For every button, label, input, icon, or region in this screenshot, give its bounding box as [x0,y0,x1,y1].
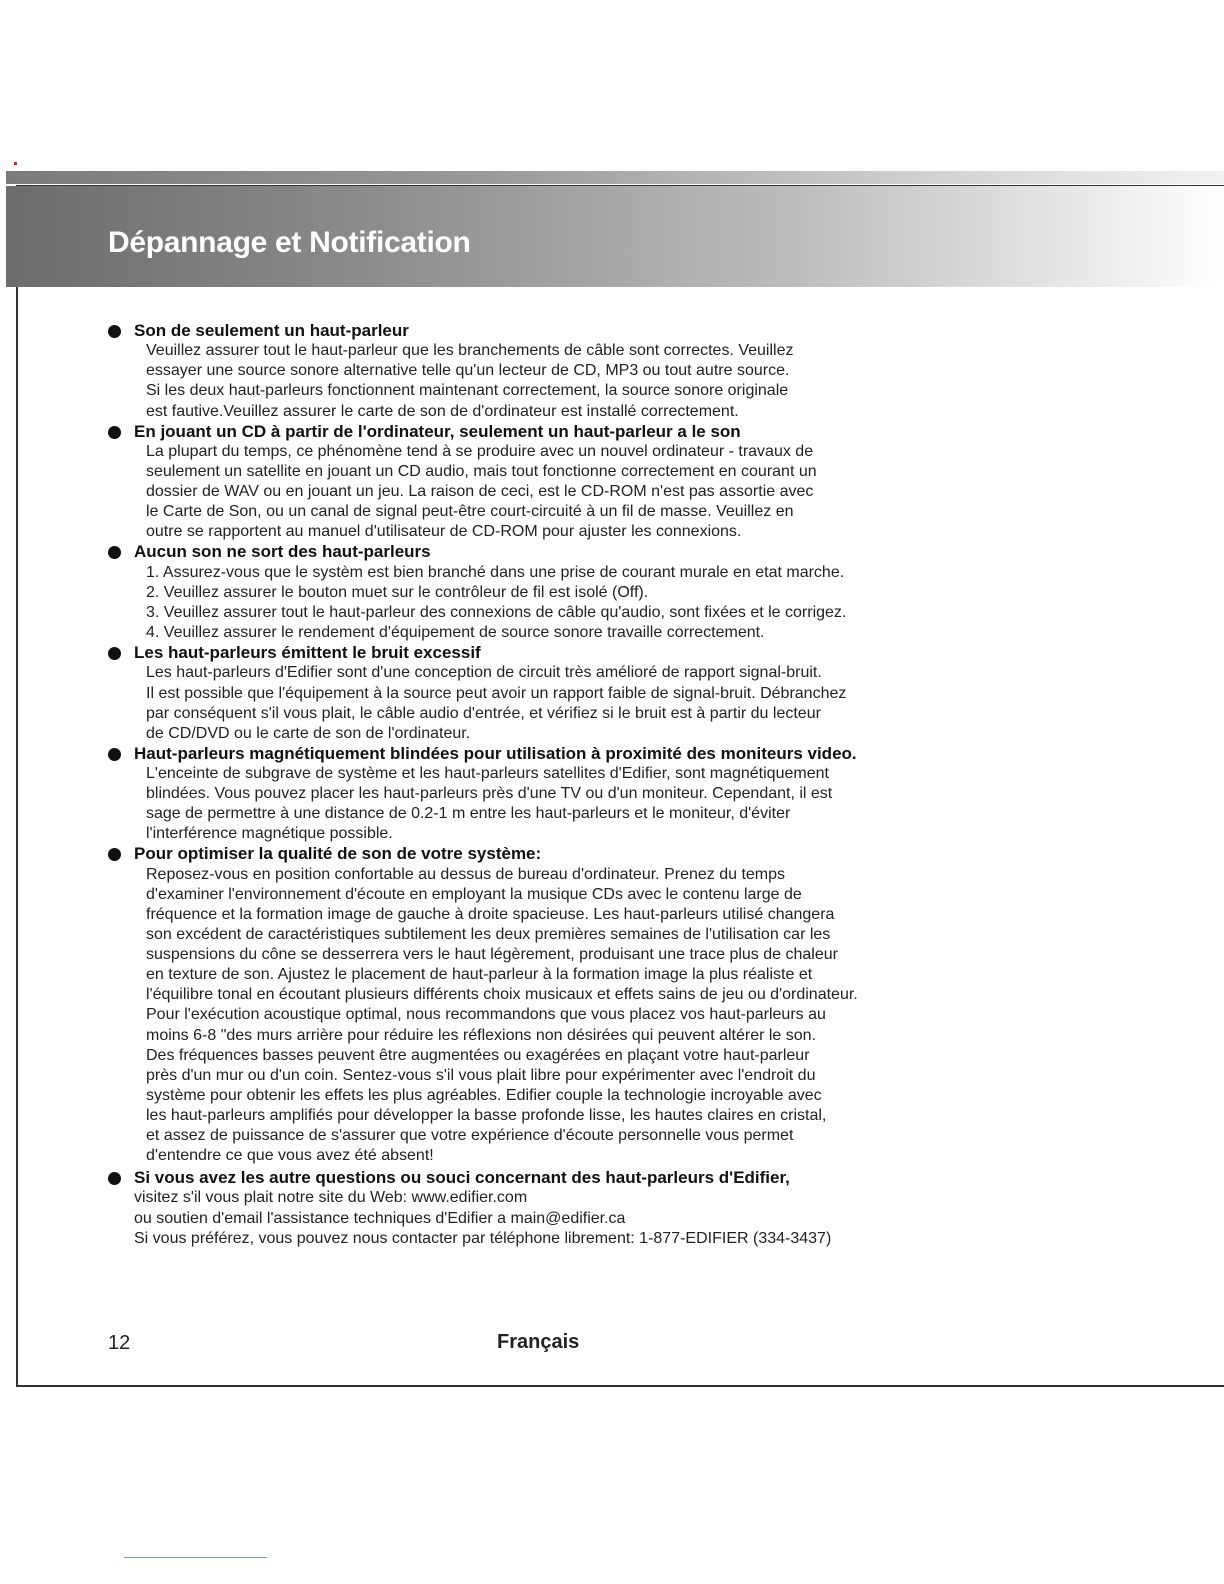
bullet-icon [108,647,121,660]
section-optimize-quality [108,844,1048,1166]
page-number: 12 [108,1332,131,1354]
section-heading: Si vous avez les autre questions ou souci concernant des haut-parleurs d'Edifier, [134,1168,790,1188]
section-text: visitez s'il vous plait notre site du Web: www.edifier.com ou soutien d'email l'assistance techniques d'Edifier a main@edifier.ca Si vous préférez, vous pouvez nous contacter par téléphone librement: 1-877-EDIFIER (334-3437) [134,1189,832,1247]
top-gradient-strip [6,171,1224,184]
section-heading: Son de seulement un haut-parleur [134,321,409,340]
bullet-icon [108,546,121,559]
section-text: Veuillez assurer tout le haut-parleur que les branchements de câble sont correctes. Veuillez essayer une source sonore alternative telle qu'un lecteur de CD, MP3 ou tout autre source. Si les deux haut-parleurs fonctionnent maintenant correctement, la source sonore originale est fautive.Veuillez assurer le carte de son de d'ordinateur est installé correctement. [146,342,794,420]
section-text: Reposez-vous en position confortable au dessus de bureau d'ordinateur. Prenez du temps d'examiner l'environnement d'écoute en employant la musique CDs avec le contenu large de fréquence et la formation image de gauche à droite spacieuse. Les haut-parleurs utilisé changera son excédent de caractéristiques subtilement les deux premières semaines de l'utilisation car les suspensions du cône se desserrera vers le haut légèrement, produisant une trace plus de chaleur en texture de son. Ajustez le placement de haut-parleur à la formation image la plus réaliste et l'équilibre tonal en écoutant plusieurs différents choix musicaux et effets sains de jeu ou d'ordinateur. Pour l'exécution acoustique optimal, nous recommandons que vous placez vos haut-parleurs au moins 6-8 "des murs arrière pour réduire les réflexions non désirées qui peuvent altérer le son. Des fréquences basses peuvent être augmentées ou exagérées en plaçant votre haut-parleur près d'un mur ou d'un coin. Sentez-vous s'il vous plait libre pour expérimenter avec l'endroit du système pour obtenir les effets les plus agréables. Edifier couple la technologie incroyable avec les haut-parleurs amplifiés pour développer la basse profonde lisse, les hautes claires en cristal, et assez de puissance de s'assurer que votre expérience d'écoute personnelle vous permet d'entendre ce que vous avez été absent! [146,865,858,1165]
section-cd-playback [108,422,1048,543]
section-heading: En jouant un CD à partir de l'ordinateur, seulement un haut-parleur a le son [134,421,741,441]
section-magnetic-shielding [108,744,1048,845]
section-heading: Haut-parleurs magnétiquement blindées pour utilisation à proximité des moniteurs video. [134,743,857,763]
page-title: Dépannage et Notification [108,226,471,259]
section-contact [108,1168,1048,1249]
section-text: La plupart du temps, ce phénomène tend à se produire avec un nouvel ordinateur - travaux de seulement un satellite en jouant un CD audio, mais tout fonctionne correctement en courant un dossier de WAV ou en jouant un jeu. La raison de ceci, est le CD-ROM n'est pas assortie avec le Carte de Son, ou un canal de signal peut-être court-circuité à un fil de masse. Veuillez en outre se rapportent au manuel d'utilisateur de CD-ROM pour ajuster les connexions. [146,442,817,541]
footer-language: Français [497,1331,580,1353]
section-no-sound [108,542,1048,643]
content-body [108,321,1048,1249]
bullet-icon [108,325,121,338]
bullet-icon [108,748,121,761]
section-heading: Aucun son ne sort des haut-parleurs [134,542,431,562]
section-text: Les haut-parleurs d'Edifier sont d'une conception de circuit très amélioré de rapport signal-bruit. Il est possible que l'équipement à la source peut avoir un rapport faible de signal-bruit. Débranchez par conséquent s'il vous plait, le câble audio d'entrée, et vérifiez si le bruit est à partir du lecteur de CD/DVD ou le carte de son de l'ordinateur. [146,664,847,742]
bullet-icon [108,426,121,439]
red-mark [14,162,17,165]
section-text: L'enceinte de subgrave de système et les haut-parleurs satellites d'Edifier, sont magnétiquement blindées. Vous pouvez placer les haut-parleurs près d'une TV ou d'un moniteur. Cependant, il est sage de permettre à une distance de 0.2-1 m entre les haut-parleurs et le moniteur, d'éviter l'interférence magnétique possible. [146,765,833,843]
section-text: 1. Assurez-vous que le systèm est bien branché dans une prise de courant murale en etat marche. 2. Veuillez assurer le bouton muet sur le contrôleur de fil est isolé (Off). 3. Veuillez assurer tout le haut-parleur des connexions de câble qu'audio, sont fixées et le corrigez. 4. Veuillez assurer le rendement d'équipement de source sonore travaille correctement. [146,563,847,642]
bullet-icon [108,1172,121,1185]
section-noise [108,643,1048,744]
bottom-rule [124,1557,267,1558]
section-heading: Pour optimiser la qualité de son de votre système: [134,844,542,864]
bullet-icon [108,848,121,861]
section-heading: Les haut-parleurs émittent le bruit excessif [134,643,481,663]
section-single-speaker [108,321,1048,422]
